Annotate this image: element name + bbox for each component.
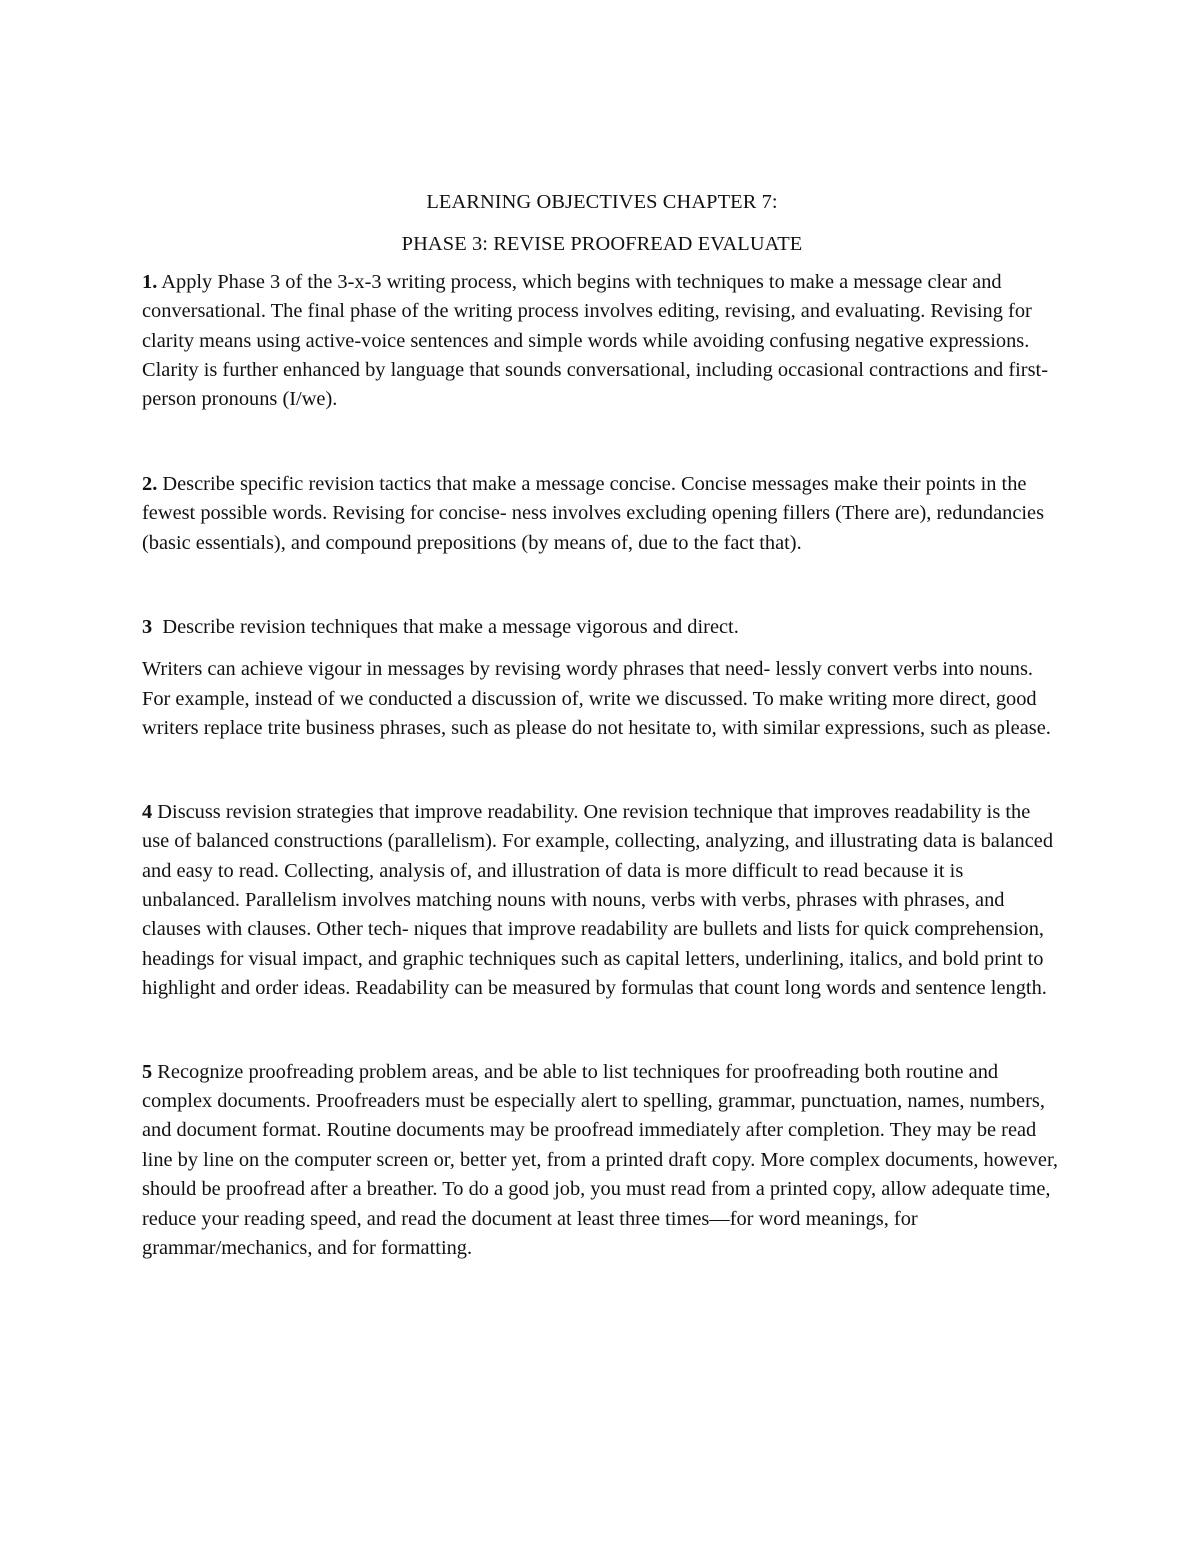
objective-3-text: Describe revision techniques that make a message vigorous and direct. bbox=[152, 616, 739, 639]
objective-1-text: Apply Phase 3 of the 3-x-3 writing process, which begins with techniques to make a message clear and conversational. The final phase of the writing process involves editing, revising, and evaluating. Revising for clarity means using active-voice sentences and simple words while avoiding confusing negative expressions. Clarity is further enhanced by language that sounds conversational, including occasional contractions and first-person pronouns (I/we). bbox=[142, 270, 1048, 411]
objective-3 bbox=[142, 613, 1062, 642]
objective-4 bbox=[142, 798, 1062, 1004]
objective-1 bbox=[142, 268, 1062, 415]
objective-5 bbox=[142, 1058, 1062, 1264]
objective-1-number: 1. bbox=[142, 270, 158, 293]
objective-4-text: Discuss revision strategies that improve readability. One revision technique that improves readability is the use of balanced constructions (parallelism). For example, collecting, analyzing, and illustrating data is balanced and easy to read. Collecting, analysis of, and illustration of data is more difficult to read because it is unbalanced. Parallelism involves matching nouns with nouns, verbs with verbs, phrases with phrases, and clauses with clauses. Other tech- niques that improve readability are bullets and lists for quick comprehension, headings for visual impact, and graphic techniques such as capital letters, underlining, italics, and bold print to highlight and order ideas. Readability can be measured by formulas that count long words and sentence length. bbox=[142, 800, 1054, 1000]
objective-5-number: 5 bbox=[142, 1060, 153, 1083]
objective-3-number: 3 bbox=[142, 616, 153, 639]
document-content bbox=[142, 188, 1062, 1263]
objective-2-number: 2. bbox=[142, 472, 158, 495]
document-title: LEARNING OBJECTIVES CHAPTER 7: bbox=[426, 191, 778, 213]
objective-5-text: Recognize proofreading problem areas, and be able to list techniques for proofreading both routine and complex documents. Proofreaders must be especially alert to spelling, grammar, punctuation, names, numbers, and document format. Routine documents may be proofread immediately after completion. They may be read line by line on the computer screen or, better yet, from a printed draft copy. More complex documents, however, should be proofread after a breather. To do a good job, you must read from a printed copy, allow adequate time, reduce your reading speed, and read the document at least three times—for word meanings, for grammar/mechanics, and for formatting. bbox=[142, 1060, 1059, 1259]
objective-3-body: Writers can achieve vigour in messages by revising wordy phrases that need- lessly convert verbs into nouns. For example, instead of we conducted a discussion of, write we discussed. To make writing more direct, good writers replace trite business phrases, such as please do not hesitate to, with similar expressions, such as please. bbox=[142, 658, 1051, 740]
objective-2 bbox=[142, 470, 1062, 558]
document-subtitle: PHASE 3: REVISE PROOFREAD EVALUATE bbox=[401, 233, 803, 256]
objective-4-number: 4 bbox=[142, 800, 153, 823]
objective-2-text: Describe specific revision tactics that make a message concise. Concise messages make their points in the fewest possible words. Revising for concise- ness involves excluding opening fillers (There are), redundancies (basic essentials), and compound prepositions (by means of, due to the fact that). bbox=[142, 472, 1045, 554]
